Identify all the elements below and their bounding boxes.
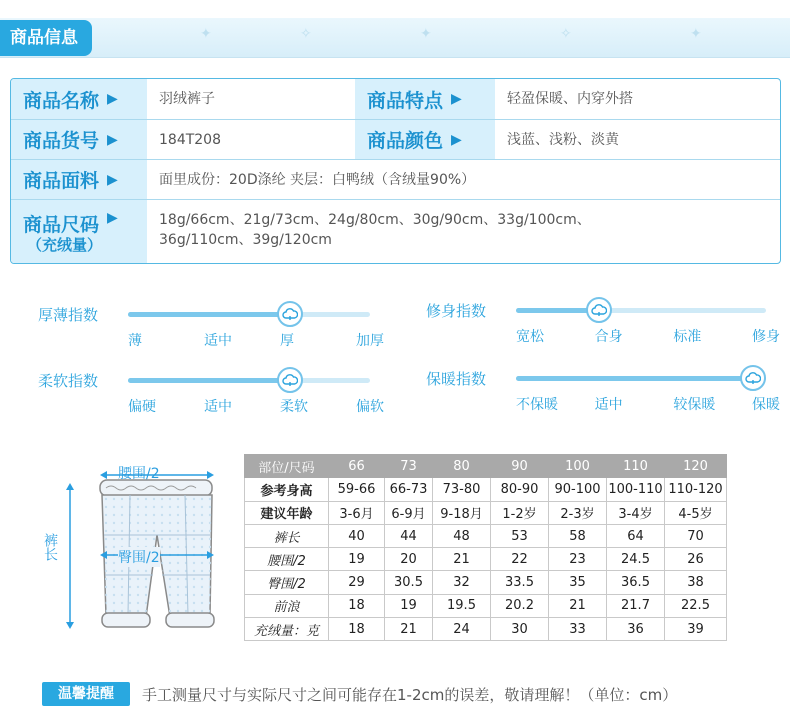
fit-index-tick: 修身 [752,329,780,345]
size-table-cell: 53 [491,524,549,547]
table-row [245,548,727,571]
size-table-cell: 30 [491,618,549,641]
info-row [11,119,780,159]
fabric-value: 面里成份：20D涤纶 夹层：白鸭绒（含绒量90%） [159,171,476,188]
softness-index-tick: 适中 [204,399,232,415]
fit-index-title: 修身指数 [426,302,487,320]
softness-index-track [128,378,370,383]
size-table-cell: 1-2岁 [491,501,549,524]
thickness-index-track [128,312,370,317]
length-label: 裤长 [42,533,58,561]
fit-index-tick: 标准 [673,329,702,345]
size-table-cell: 80-90 [491,478,549,501]
thickness-index-tick: 适中 [204,333,232,349]
cotton-cloud-icon [277,367,303,393]
thickness-index-tick: 薄 [128,333,142,349]
size-table-cell: 64 [607,524,665,547]
hip-label: 臀围/2 [118,547,160,567]
size-table-cell: 21 [549,594,607,617]
size-table-cell: 36 [607,618,665,641]
size-table-cell: 19.5 [433,594,491,617]
size-table-cell: 6-9月 [385,501,433,524]
softness-index-tick: 偏软 [356,399,384,415]
size-table-row-label: 建议年龄 [245,501,329,524]
warmth-index-track [516,376,766,381]
size-table-header-cell: 100 [549,455,607,478]
size-table-cell: 2-3岁 [549,501,607,524]
info-row [11,79,780,119]
size-table-cell: 22 [491,548,549,571]
size-table-cell: 66-73 [385,478,433,501]
warmth-index-tick: 较保暖 [673,397,716,413]
triangle-right-icon: ▶ [451,91,462,107]
size-table-cell: 4-5岁 [665,501,727,524]
decor-icon: ✦ [420,26,432,42]
size-table-cell: 19 [385,594,433,617]
size-table-cell: 22.5 [665,594,727,617]
size-table-cell: 19 [329,548,385,571]
size-table-cell: 18 [329,618,385,641]
decor-icon: ✧ [300,26,312,42]
size-table-cell: 36.5 [607,571,665,594]
size-table-cell: 90-100 [549,478,607,501]
size-table-cell: 44 [385,524,433,547]
size-table-cell: 40 [329,524,385,547]
name-value: 羽绒裤子 [159,91,215,107]
size-value [147,200,781,264]
table-row [245,618,727,641]
softness-index-title: 柔软指数 [38,372,99,390]
size-table-cell: 39 [665,618,727,641]
warmth-index-title: 保暖指数 [426,370,487,388]
warmth-index-tick: 适中 [594,397,623,413]
warmth-index-tick: 保暖 [752,397,780,413]
size-table-cell: 59-66 [329,478,385,501]
size-table-row-label: 腰围/2 [245,548,329,571]
table-row [245,571,727,594]
size-table-row-label: 前浪 [245,594,329,617]
size-table-header-cell: 110 [607,455,665,478]
size-table-cell: 20.2 [491,594,549,617]
thickness-index-title: 厚薄指数 [38,306,99,324]
size-table-cell: 9-18月 [433,501,491,524]
size-sublabel: （充绒量） [27,236,103,254]
header-band [0,18,790,58]
cotton-cloud-icon [277,301,303,327]
size-table-cell: 20 [385,548,433,571]
softness-index-tick: 柔软 [280,399,308,415]
reminder-text: 手工测量尺寸与实际尺寸之间可能存在1-2cm的误差，敬请理解！（单位：cm） [142,686,678,704]
table-row [245,524,727,547]
code-label: 商品货号 ▶ [11,120,147,159]
fit-index-tick: 合身 [594,329,623,345]
size-table-cell: 3-6月 [329,501,385,524]
info-row [11,159,780,199]
fit-index-tick: 宽松 [516,329,544,345]
size-table-cell: 26 [665,548,727,571]
size-table-row-label: 臀围/2 [245,571,329,594]
size-table-header-cell: 90 [491,455,549,478]
size-table-header [245,455,727,478]
feature-value: 轻盈保暖、内穿外搭 [507,91,633,107]
cotton-cloud-icon [586,297,612,323]
size-table-cell: 33.5 [491,571,549,594]
softness-index-fill [128,378,290,383]
table-row [245,501,727,524]
triangle-right-icon: ▶ [107,210,118,226]
size-table-row-label: 充绒量：克 [245,618,329,641]
size-table-row-label: 裤长 [245,524,329,547]
size-table-cell: 48 [433,524,491,547]
decor-icon: ✧ [560,26,572,42]
size-table-cell: 35 [549,571,607,594]
size-table [244,454,727,641]
cotton-cloud-icon [740,365,766,391]
warmth-index-tick: 不保暖 [516,397,558,413]
size-table-cell: 33 [549,618,607,641]
size-table-cell: 110-120 [665,478,727,501]
waist-label: 腰围/2 [118,466,160,482]
size-value-line: 36g/110cm、39g/120cm [159,232,332,248]
size-table-cell: 100-110 [607,478,665,501]
size-table-cell: 29 [329,571,385,594]
code-value: 184T208 [159,131,221,148]
fabric-label: 商品面料 ▶ [11,160,147,199]
reminder-badge: 温馨提醒 [42,682,130,706]
warmth-index-fill [516,376,766,381]
color-value: 浅蓝、浅粉、淡黄 [507,131,619,148]
size-table-header-cell: 73 [385,455,433,478]
size-table-cell: 21 [385,618,433,641]
decor-icon: ✦ [200,26,212,42]
size-label: 商品尺码 ▶ （充绒量） [11,200,147,264]
thickness-index-tick: 厚 [280,333,294,349]
triangle-right-icon: ▶ [107,91,118,107]
size-table-cell: 24 [433,618,491,641]
thickness-index-tick: 加厚 [356,333,384,349]
size-table-cell: 58 [549,524,607,547]
size-table-cell: 32 [433,571,491,594]
section-header [0,14,790,62]
size-table-cell: 24.5 [607,548,665,571]
size-table-header-cell: 66 [329,455,385,478]
decor-icon: ✦ [690,26,702,42]
table-row [245,594,727,617]
name-label: 商品名称 ▶ [11,79,147,119]
size-table-cell: 21.7 [607,594,665,617]
size-table-cell: 38 [665,571,727,594]
triangle-right-icon: ▶ [451,131,462,148]
section-title: 商品信息 [0,20,92,56]
product-info-table [10,78,781,264]
size-table-cell: 73-80 [433,478,491,501]
pants-diagram [30,455,230,655]
size-table-header-cell: 80 [433,455,491,478]
size-table-cell: 23 [549,548,607,571]
size-table-cell: 70 [665,524,727,547]
size-table-cell: 18 [329,594,385,617]
softness-index-tick: 偏硬 [128,399,156,415]
size-table-row-label: 参考身高 [245,478,329,501]
table-row [245,478,727,501]
fit-index-track [516,308,766,313]
triangle-right-icon: ▶ [107,131,118,148]
triangle-right-icon: ▶ [107,171,118,188]
size-value-line: 18g/66cm、21g/73cm、24g/80cm、30g/90cm、33g/100cm、 [159,212,591,228]
color-label: 商品颜色 ▶ [355,120,495,159]
size-table-header-cell: 部位/尺码 [245,455,329,478]
size-table-header-cell: 120 [665,455,727,478]
size-table-cell: 30.5 [385,571,433,594]
size-table-cell: 3-4岁 [607,501,665,524]
size-table-cell: 21 [433,548,491,571]
thickness-index-fill [128,312,290,317]
feature-label: 商品特点 ▶ [355,79,495,119]
info-row [11,199,780,264]
